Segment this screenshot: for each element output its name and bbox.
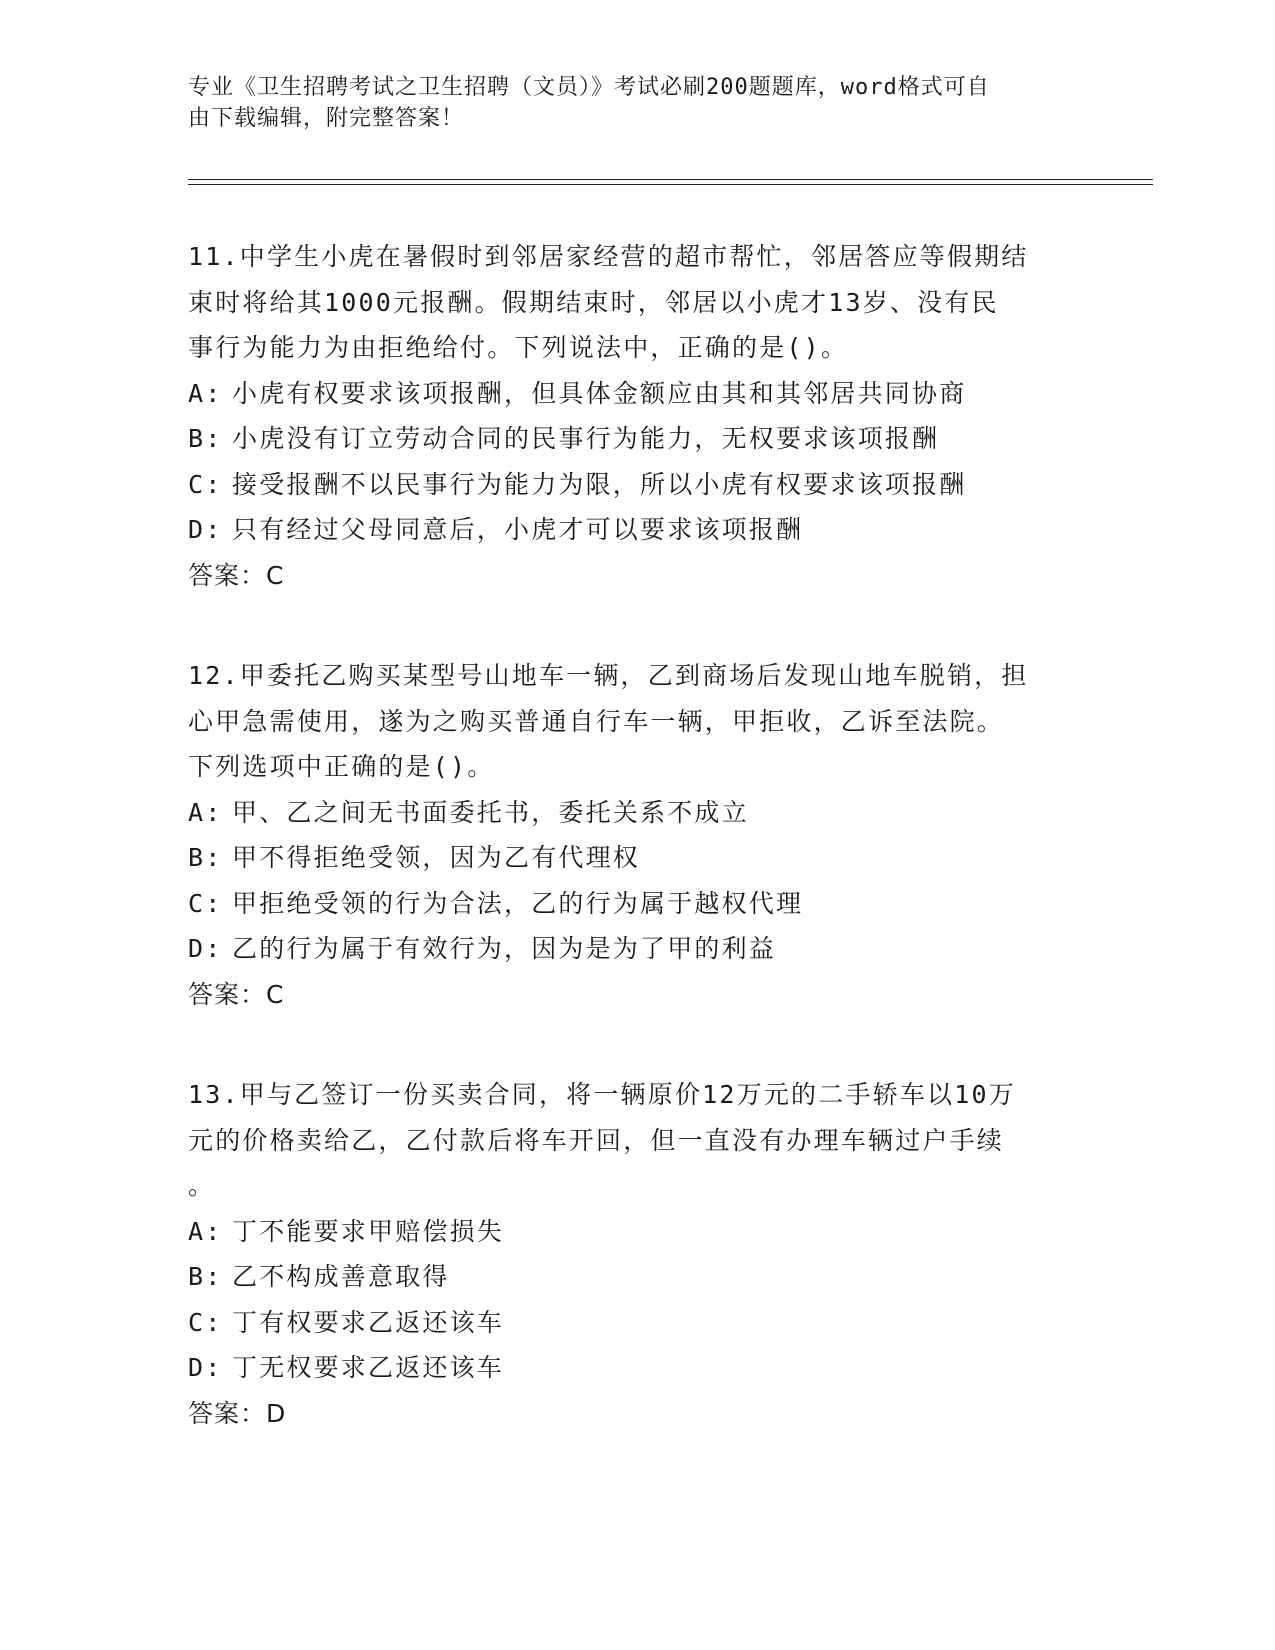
option-key: B: (188, 843, 223, 872)
option-key: C: (188, 469, 223, 499)
option-b (188, 416, 1088, 462)
option-text: 丁无权要求乙返还该车 (232, 1353, 505, 1382)
question-stem-line: 11.中学生小虎在暑假时到邻居家经营的超市帮忙，邻居答应等假期结 (188, 242, 1029, 271)
option-text: 接受报酬不以民事行为能力为限，所以小虎有权要求该项报酬 (232, 469, 967, 499)
option-c (188, 462, 1088, 508)
option-key: D: (188, 515, 223, 544)
option-text: 丁不能要求甲赔偿损失 (232, 1216, 505, 1246)
question-stem-line: 束时将给其1000元报酬。假期结束时，邻居以小虎才13岁、没有民 (188, 287, 999, 317)
option-b (188, 1254, 1088, 1300)
option-c (188, 1300, 1088, 1346)
answer-line: 答案：D (188, 1398, 287, 1428)
option-c (188, 881, 1088, 927)
option-d (188, 1345, 1088, 1391)
question-stem-line: 心甲急需使用，遂为之购买普通自行车一辆，甲拒收，乙诉至法院。 (188, 706, 1005, 736)
option-a (188, 371, 1088, 417)
option-key: C: (188, 1307, 223, 1337)
option-d (188, 507, 1088, 553)
question-item (188, 653, 1088, 1017)
option-text: 小虎没有订立劳动合同的民事行为能力，无权要求该项报酬 (232, 424, 940, 453)
question-stem-line: 下列选项中正确的是()。 (188, 752, 495, 781)
question-stem-line: 12.甲委托乙购买某型号山地车一辆，乙到商场后发现山地车脱销，担 (188, 661, 1029, 690)
question-stem-line: 元的价格卖给乙，乙付款后将车开回，但一直没有办理车辆过户手续 (188, 1125, 1005, 1155)
question-item (188, 234, 1088, 598)
option-b (188, 835, 1088, 881)
header-line-2: 由下载编辑，附完整答案！ (188, 106, 465, 131)
option-text: 乙不构成善意取得 (232, 1262, 450, 1291)
question-list (188, 234, 1088, 1491)
option-d (188, 926, 1088, 972)
option-key: C: (188, 888, 223, 918)
option-key: B: (188, 1262, 223, 1291)
option-key: B: (188, 424, 223, 453)
option-key: D: (188, 1353, 223, 1382)
header-divider-bottom (188, 184, 1153, 185)
option-a (188, 1209, 1088, 1255)
option-key: A: (188, 797, 223, 827)
answer-line: 答案：C (188, 560, 285, 590)
option-text: 乙的行为属于有效行为，因为是为了甲的利益 (232, 934, 777, 963)
document-header (188, 72, 1068, 134)
option-text: 甲、乙之间无书面委托书，委托关系不成立 (232, 797, 749, 827)
option-text: 甲拒绝受领的行为合法，乙的行为属于越权代理 (232, 888, 804, 918)
option-text: 丁有权要求乙返还该车 (232, 1307, 505, 1337)
answer-line: 答案：C (188, 979, 285, 1009)
option-key: A: (188, 378, 223, 408)
option-key: D: (188, 934, 223, 963)
question-stem-line: 13.甲与乙签订一份买卖合同，将一辆原价12万元的二手轿车以10万 (188, 1080, 1016, 1109)
option-text: 只有经过父母同意后，小虎才可以要求该项报酬 (232, 515, 804, 544)
option-text: 甲不得拒绝受领，因为乙有代理权 (232, 843, 641, 872)
question-item (188, 1072, 1088, 1436)
header-divider-top (188, 179, 1153, 180)
question-stem-line: 。 (188, 1171, 216, 1200)
question-stem-line: 事行为能力为由拒绝给付。下列说法中，正确的是()。 (188, 333, 849, 362)
option-key: A: (188, 1216, 223, 1246)
option-text: 小虎有权要求该项报酬，但具体金额应由其和其邻居共同协商 (232, 378, 967, 408)
option-a (188, 790, 1088, 836)
header-line-1: 专业《卫生招聘考试之卫生招聘（文员）》考试必刷200题题库，word格式可自 (188, 75, 990, 100)
